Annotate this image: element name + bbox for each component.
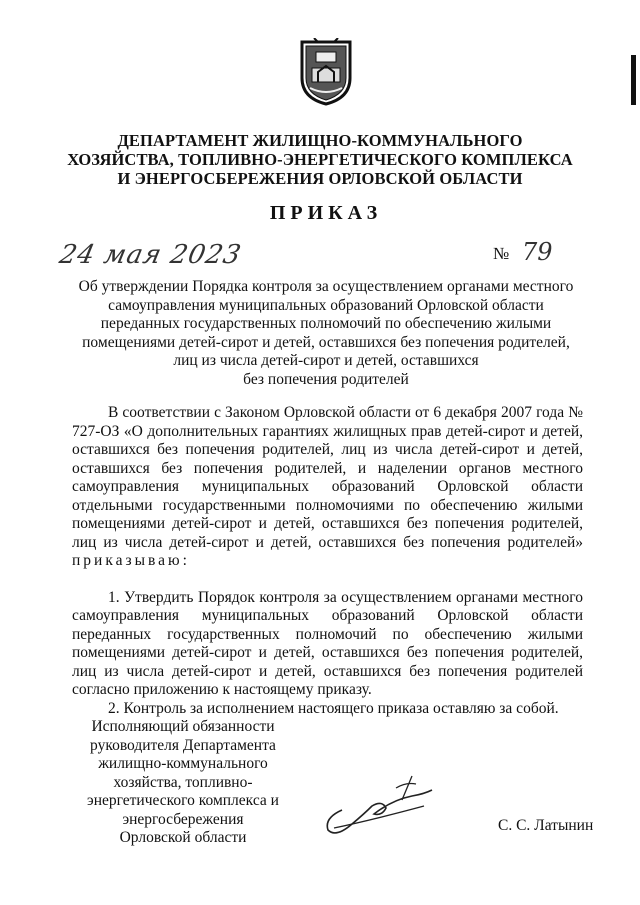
subject-line: Об утверждении Порядка контроля за осуществлением органами местного	[78, 278, 574, 295]
subject-line: помещениями детей-сирот и детей, оставшихся без попечения родителей,	[82, 333, 570, 351]
order-word: приказываю:	[72, 552, 190, 569]
order-subject	[72, 278, 580, 389]
subject-line: лиц из числа детей-сирот и детей, оставшихся	[173, 352, 479, 369]
subject-line: самоуправления муниципальных образований Орловской области	[108, 296, 544, 314]
handwritten-signature	[312, 770, 442, 840]
signatory-name: С. С. Латынин	[498, 817, 594, 834]
order-item-2: 2. Контроль за исполнением настоящего приказа оставляю за собой.	[108, 699, 559, 717]
position-line: Орловской области	[119, 829, 247, 846]
department-line: ХОЗЯЙСТВА, ТОПЛИВНО-ЭНЕРГЕТИЧЕСКОГО КОМПЛЕКСА	[67, 150, 573, 169]
handwritten-number: 79	[522, 238, 553, 266]
order-item-1: 1. Утвердить Порядок контроля за осуществлением органами местного самоуправления муниципальных образований Орловской области переданных государственных полномочий по обеспечению жилыми помещениями детей-сирот и детей, оставшихся без попечения родителей, лиц из числа детей-сирот и детей, оставшихся без попечения родителей согласно приложению к настоящему приказу.	[72, 588, 583, 698]
department-line: ДЕПАРТАМЕНТ ЖИЛИЩНО-КОММУНАЛЬНОГО	[117, 131, 523, 150]
coat-of-arms-icon	[296, 38, 356, 106]
position-line: энергосбережения	[122, 810, 244, 828]
position-line: Исполняющий обязанности	[91, 718, 275, 735]
number-label: №	[493, 244, 510, 263]
preamble-paragraph	[72, 404, 583, 571]
position-line: руководителя Департамента	[90, 736, 276, 754]
position-line: хозяйства, топливно-	[113, 773, 253, 791]
preamble-text: В соответствии с Законом Орловской области от 6 декабря 2007 года № 727-ОЗ «О дополнительных гарантиях жилищных прав детей-сирот и детей, оставшихся без попечения родителей, лиц из числа детей-сирот и детей, оставшихся без попечения родителей, и наделении органов местного самоуправления муниципальных образований Орловской области отдельными государственными полномочиями по обеспечению жилыми помещениями детей-сирот и детей, оставшихся без попечения родителей, лиц из числа детей-сирот и детей, оставшихся без попечения родителей»	[72, 404, 583, 551]
scan-edge-mark	[631, 55, 636, 105]
document-type: ПРИКАЗ	[269, 202, 383, 224]
department-name	[60, 131, 580, 188]
subject-line: переданных государственных полномочий по обеспечению жилыми	[100, 315, 552, 332]
subject-line: без попечения родителей	[243, 370, 409, 388]
signatory-position	[72, 718, 294, 848]
order-body	[72, 404, 583, 718]
position-line: жилищно-коммунального	[98, 755, 268, 772]
department-line: И ЭНЕРГОСБЕРЕЖЕНИЯ ОРЛОВСКОЙ ОБЛАСТИ	[117, 169, 523, 188]
handwritten-date: 24 мая 2023	[56, 240, 245, 270]
position-line: энергетического комплекса и	[87, 792, 279, 809]
